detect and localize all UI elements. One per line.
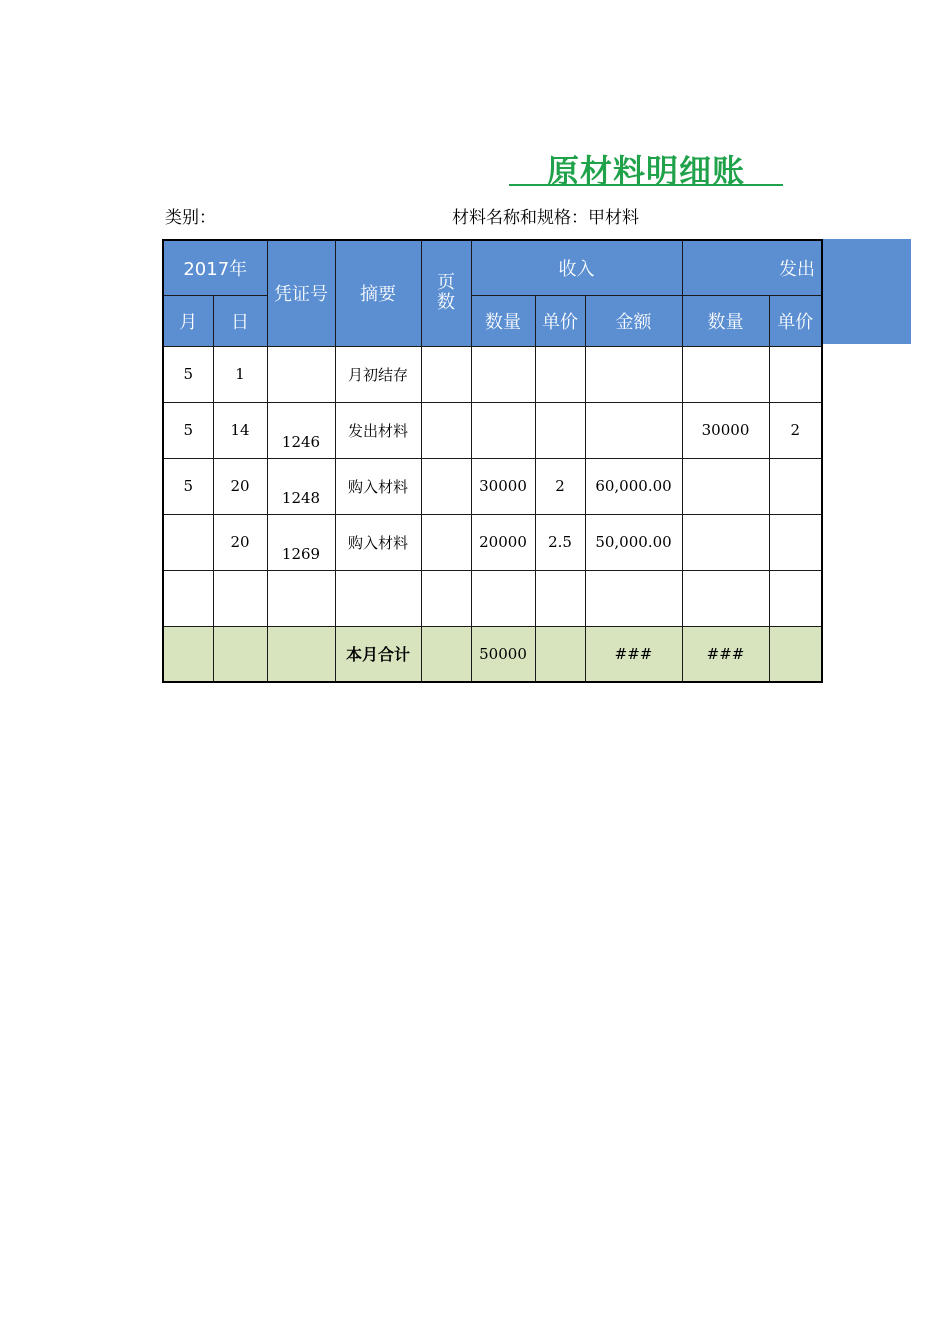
cell-total-month: [163, 626, 213, 682]
category-label: 类别：: [165, 208, 216, 228]
cell-month: [163, 570, 213, 626]
cell-page: [421, 458, 471, 514]
cell-summary: [335, 570, 421, 626]
header-income-amount: 金额: [585, 295, 682, 346]
cell-in-price: 2: [535, 458, 585, 514]
table-row: [163, 514, 822, 570]
cell-voucher: 1269: [267, 514, 335, 570]
header-issue-price: 单价: [769, 295, 822, 346]
cell-voucher: [267, 346, 335, 402]
cell-voucher: [267, 570, 335, 626]
cell-page: [421, 346, 471, 402]
total-row: [163, 626, 822, 682]
header-issue-qty: 数量: [682, 295, 769, 346]
cell-day: 20: [213, 458, 267, 514]
cell-in-amount: [585, 570, 682, 626]
header-income: 收入: [471, 240, 682, 295]
header-income-qty: 数量: [471, 295, 535, 346]
cell-voucher: 1246: [267, 402, 335, 458]
cell-in-price: [535, 402, 585, 458]
cell-total-day: [213, 626, 267, 682]
cell-month: [163, 514, 213, 570]
cell-out-qty: [682, 514, 769, 570]
cell-month: 5: [163, 458, 213, 514]
cell-out-qty: 30000: [682, 402, 769, 458]
cell-in-price: 2.5: [535, 514, 585, 570]
header-page-bottom: 数: [437, 292, 455, 314]
cell-in-amount: 50,000.00: [585, 514, 682, 570]
cell-in-qty: [471, 346, 535, 402]
cell-summary: 发出材料: [335, 402, 421, 458]
header-summary: 摘要: [335, 240, 421, 346]
cell-in-amount: [585, 346, 682, 402]
cell-in-amount: [585, 402, 682, 458]
material-label: 材料名称和规格：甲材料: [452, 208, 639, 228]
cell-month: 5: [163, 402, 213, 458]
header-issue: 发出: [682, 240, 822, 295]
cell-in-price: [535, 346, 585, 402]
cell-summary: 购入材料: [335, 458, 421, 514]
cell-total-page: [421, 626, 471, 682]
cell-out-qty: [682, 346, 769, 402]
header-page: [421, 240, 471, 346]
cell-total-in-price: [535, 626, 585, 682]
table-row: [163, 458, 822, 514]
table-row: [163, 402, 822, 458]
cell-total-in-qty: 50000: [471, 626, 535, 682]
cell-in-qty: 30000: [471, 458, 535, 514]
cell-page: [421, 402, 471, 458]
header-page-top: 页: [437, 272, 455, 294]
cell-day: 14: [213, 402, 267, 458]
header-voucher: 凭证号: [267, 240, 335, 346]
cell-total-voucher: [267, 626, 335, 682]
header-year: 2017年: [163, 240, 267, 295]
page-title: 原材料明细账: [546, 152, 745, 190]
cell-in-price: [535, 570, 585, 626]
cell-summary: 月初结存: [335, 346, 421, 402]
cell-out-price: [769, 458, 822, 514]
cell-in-qty: [471, 402, 535, 458]
header-overflow-fill: [822, 239, 911, 344]
cell-day: [213, 570, 267, 626]
cell-out-price: [769, 570, 822, 626]
cell-page: [421, 570, 471, 626]
header-month: 月: [163, 295, 213, 346]
cell-in-qty: [471, 570, 535, 626]
table-row: [163, 570, 822, 626]
cell-page: [421, 514, 471, 570]
cell-total-out-qty: ###: [682, 626, 769, 682]
cell-out-price: 2: [769, 402, 822, 458]
header-income-price: 单价: [535, 295, 585, 346]
cell-out-price: [769, 514, 822, 570]
cell-out-qty: [682, 570, 769, 626]
cell-total-in-amount: ###: [585, 626, 682, 682]
title-underline: [509, 142, 783, 190]
cell-day: 20: [213, 514, 267, 570]
cell-in-amount: 60,000.00: [585, 458, 682, 514]
cell-day: 1: [213, 346, 267, 402]
cell-summary: 购入材料: [335, 514, 421, 570]
cell-voucher: 1248: [267, 458, 335, 514]
table-row: [163, 346, 822, 402]
cell-out-qty: [682, 458, 769, 514]
header-day: 日: [213, 295, 267, 346]
ledger-table: [162, 239, 823, 683]
cell-out-price: [769, 346, 822, 402]
cell-total-summary: 本月合计: [335, 626, 421, 682]
cell-in-qty: 20000: [471, 514, 535, 570]
cell-total-out-price: [769, 626, 822, 682]
cell-month: 5: [163, 346, 213, 402]
